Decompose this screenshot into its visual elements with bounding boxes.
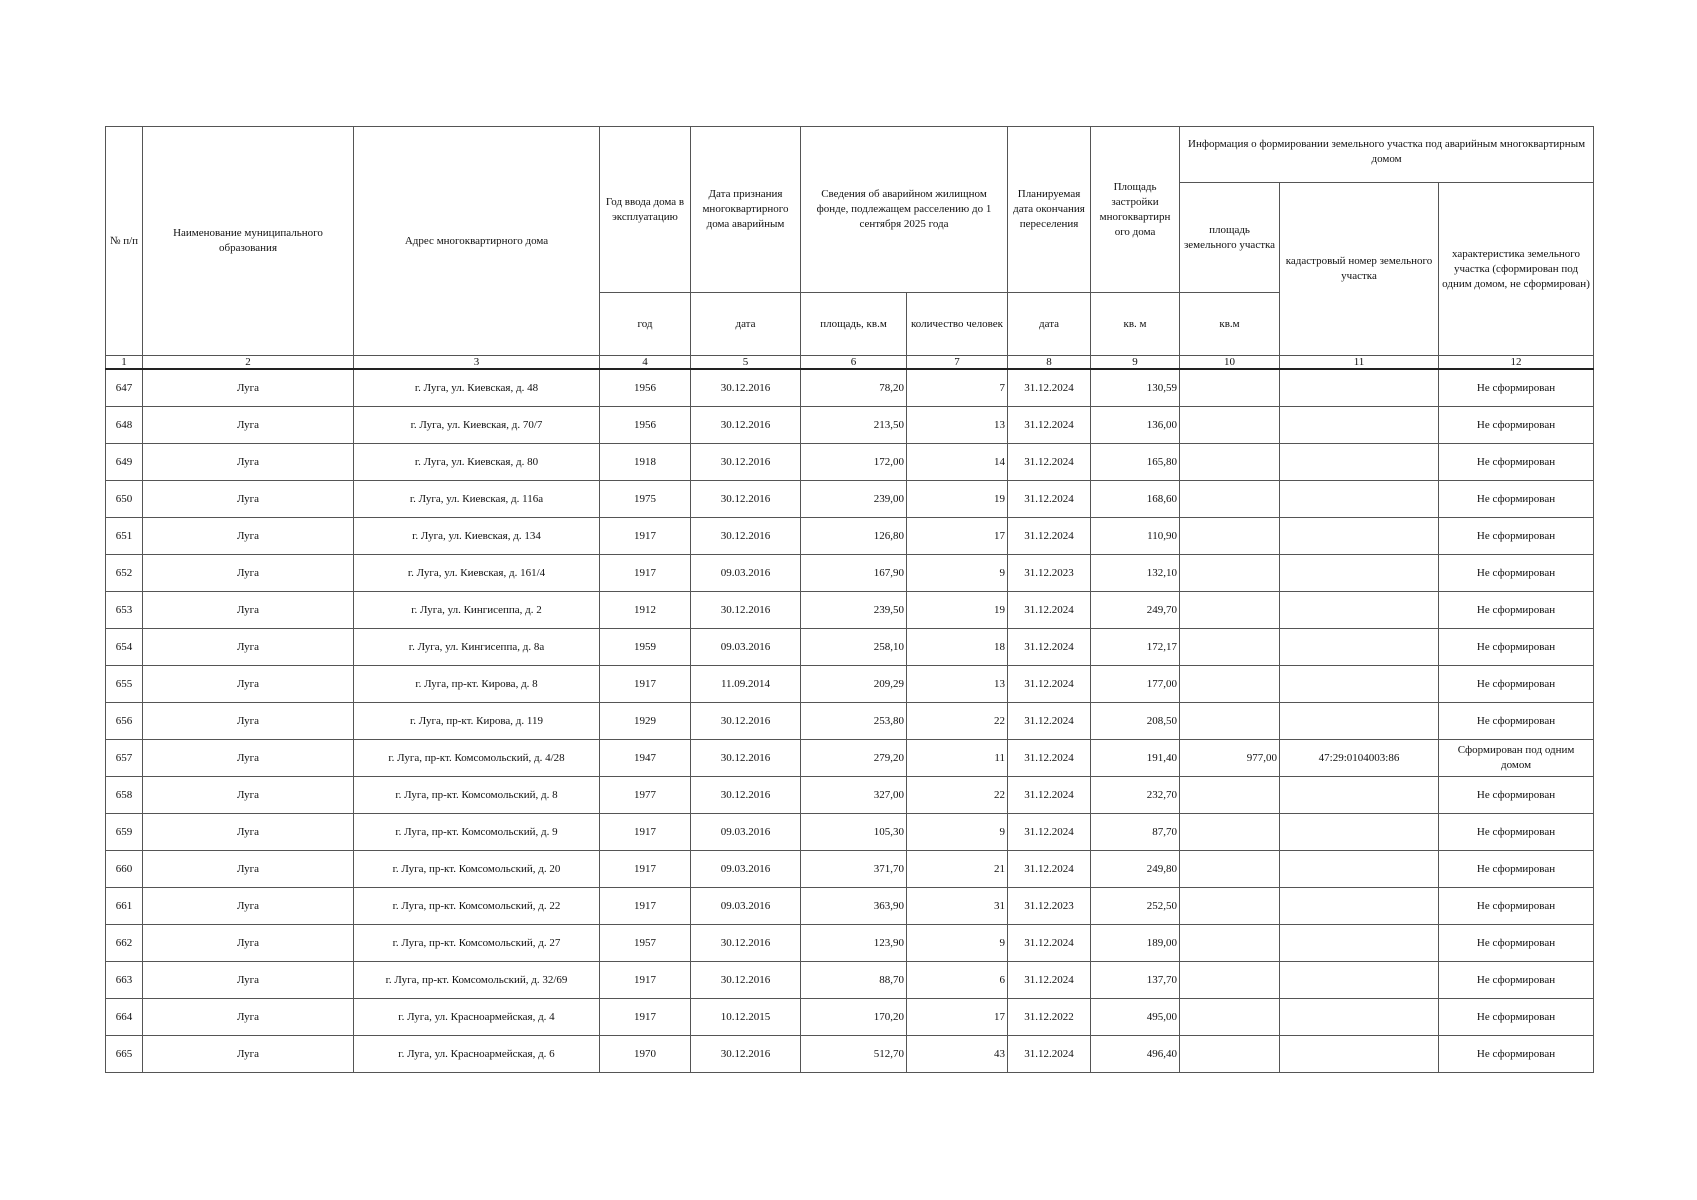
- cell-people: 6: [907, 962, 1008, 999]
- table-row: [106, 851, 1594, 888]
- cell-date-declared: 30.12.2016: [691, 777, 801, 814]
- cell-people: 14: [907, 444, 1008, 481]
- cell-cadastral-number: [1280, 777, 1439, 814]
- header-land-status: характеристика земельного участка (сформирован под одним домом, не сформирован): [1439, 183, 1594, 356]
- cell-building-area: 191,40: [1091, 740, 1180, 777]
- cell-land-status: Не сформирован: [1439, 592, 1594, 629]
- cell-land-status: Не сформирован: [1439, 518, 1594, 555]
- cell-land-status: Не сформирован: [1439, 962, 1594, 999]
- cell-planned-date: 31.12.2022: [1008, 999, 1091, 1036]
- column-number: 10: [1180, 356, 1280, 370]
- cell-people: 22: [907, 777, 1008, 814]
- cell-people: 11: [907, 740, 1008, 777]
- table-row: [106, 407, 1594, 444]
- emergency-housing-table: [105, 126, 1594, 1073]
- cell-people: 19: [907, 481, 1008, 518]
- cell-municipality: Луга: [143, 851, 354, 888]
- cell-planned-date: 31.12.2024: [1008, 518, 1091, 555]
- cell-building-area: 137,70: [1091, 962, 1180, 999]
- cell-address: г. Луга, ул. Кингисеппа, д. 8а: [354, 629, 600, 666]
- cell-land-area: [1180, 555, 1280, 592]
- cell-address: г. Луга, пр-кт. Кирова, д. 119: [354, 703, 600, 740]
- cell-cadastral-number: [1280, 888, 1439, 925]
- cell-area: 363,90: [801, 888, 907, 925]
- header-address: Адрес многоквартирного дома: [354, 127, 600, 356]
- cell-cadastral-number: [1280, 518, 1439, 555]
- cell-address: г. Луга, ул. Красноармейская, д. 4: [354, 999, 600, 1036]
- cell-land-status: Не сформирован: [1439, 814, 1594, 851]
- cell-land-status: Не сформирован: [1439, 1036, 1594, 1073]
- cell-land-status: Не сформирован: [1439, 444, 1594, 481]
- cell-planned-date: 31.12.2024: [1008, 481, 1091, 518]
- cell-planned-date: 31.12.2024: [1008, 629, 1091, 666]
- cell-year-built: 1917: [600, 999, 691, 1036]
- cell-row-number: 653: [106, 592, 143, 629]
- cell-people: 43: [907, 1036, 1008, 1073]
- cell-address: г. Луга, ул. Киевская, д. 134: [354, 518, 600, 555]
- cell-municipality: Луга: [143, 925, 354, 962]
- cell-address: г. Луга, пр-кт. Кирова, д. 8: [354, 666, 600, 703]
- cell-land-status: Не сформирован: [1439, 369, 1594, 407]
- cell-date-declared: 30.12.2016: [691, 962, 801, 999]
- cell-year-built: 1956: [600, 407, 691, 444]
- cell-building-area: 168,60: [1091, 481, 1180, 518]
- cell-cadastral-number: [1280, 369, 1439, 407]
- cell-area: 167,90: [801, 555, 907, 592]
- table-row: [106, 1036, 1594, 1073]
- cell-area: 88,70: [801, 962, 907, 999]
- cell-people: 17: [907, 999, 1008, 1036]
- cell-address: г. Луга, ул. Кингисеппа, д. 2: [354, 592, 600, 629]
- cell-planned-date: 31.12.2024: [1008, 666, 1091, 703]
- table-row: [106, 629, 1594, 666]
- document-sheet: [105, 126, 1594, 1073]
- table-row: [106, 444, 1594, 481]
- cell-row-number: 661: [106, 888, 143, 925]
- cell-area: 172,00: [801, 444, 907, 481]
- table-row: [106, 888, 1594, 925]
- cell-land-status: Не сформирован: [1439, 888, 1594, 925]
- cell-land-area: [1180, 888, 1280, 925]
- cell-year-built: 1917: [600, 814, 691, 851]
- cell-municipality: Луга: [143, 629, 354, 666]
- cell-people: 21: [907, 851, 1008, 888]
- cell-row-number: 648: [106, 407, 143, 444]
- cell-cadastral-number: [1280, 814, 1439, 851]
- subheader-building-sqm: кв. м: [1091, 293, 1180, 356]
- cell-cadastral-number: [1280, 592, 1439, 629]
- cell-people: 7: [907, 369, 1008, 407]
- cell-municipality: Луга: [143, 369, 354, 407]
- cell-land-status: Не сформирован: [1439, 851, 1594, 888]
- cell-year-built: 1917: [600, 555, 691, 592]
- cell-date-declared: 30.12.2016: [691, 481, 801, 518]
- cell-land-area: [1180, 481, 1280, 518]
- cell-cadastral-number: [1280, 999, 1439, 1036]
- cell-people: 13: [907, 407, 1008, 444]
- cell-land-area: [1180, 666, 1280, 703]
- cell-date-declared: 30.12.2016: [691, 592, 801, 629]
- cell-area: 239,00: [801, 481, 907, 518]
- cell-municipality: Луга: [143, 777, 354, 814]
- cell-building-area: 136,00: [1091, 407, 1180, 444]
- cell-address: г. Луга, пр-кт. Комсомольский, д. 4/28: [354, 740, 600, 777]
- header-num: № п/п: [106, 127, 143, 356]
- cell-area: 123,90: [801, 925, 907, 962]
- cell-building-area: 249,70: [1091, 592, 1180, 629]
- cell-address: г. Луга, пр-кт. Комсомольский, д. 9: [354, 814, 600, 851]
- cell-land-area: 977,00: [1180, 740, 1280, 777]
- cell-land-area: [1180, 999, 1280, 1036]
- cell-address: г. Луга, ул. Киевская, д. 116а: [354, 481, 600, 518]
- cell-land-area: [1180, 592, 1280, 629]
- cell-municipality: Луга: [143, 481, 354, 518]
- cell-land-status: Не сформирован: [1439, 481, 1594, 518]
- cell-row-number: 651: [106, 518, 143, 555]
- cell-cadastral-number: [1280, 703, 1439, 740]
- cell-date-declared: 09.03.2016: [691, 629, 801, 666]
- table-row: [106, 703, 1594, 740]
- subheader-area: площадь, кв.м: [801, 293, 907, 356]
- cell-planned-date: 31.12.2024: [1008, 740, 1091, 777]
- cell-area: 512,70: [801, 1036, 907, 1073]
- cell-land-area: [1180, 851, 1280, 888]
- cell-municipality: Луга: [143, 703, 354, 740]
- header-land-info: Информация о формировании земельного участка под аварийным многоквартирным домом: [1180, 127, 1594, 183]
- cell-building-area: 172,17: [1091, 629, 1180, 666]
- cell-cadastral-number: [1280, 925, 1439, 962]
- cell-building-area: 208,50: [1091, 703, 1180, 740]
- cell-municipality: Луга: [143, 740, 354, 777]
- cell-planned-date: 31.12.2024: [1008, 962, 1091, 999]
- header-year-built: Год ввода дома в эксплуатацию: [600, 127, 691, 293]
- cell-date-declared: 30.12.2016: [691, 740, 801, 777]
- cell-address: г. Луга, ул. Киевская, д. 161/4: [354, 555, 600, 592]
- table-row: [106, 555, 1594, 592]
- cell-land-area: [1180, 925, 1280, 962]
- cell-land-status: Не сформирован: [1439, 777, 1594, 814]
- cell-address: г. Луга, пр-кт. Комсомольский, д. 8: [354, 777, 600, 814]
- cell-building-area: 252,50: [1091, 888, 1180, 925]
- cell-date-declared: 11.09.2014: [691, 666, 801, 703]
- subheader-date: дата: [691, 293, 801, 356]
- subheader-year: год: [600, 293, 691, 356]
- cell-date-declared: 30.12.2016: [691, 925, 801, 962]
- table-row: [106, 481, 1594, 518]
- header-cadastral: кадастровый номер земельного участка: [1280, 183, 1439, 356]
- column-number: 8: [1008, 356, 1091, 370]
- table-row: [106, 814, 1594, 851]
- cell-row-number: 656: [106, 703, 143, 740]
- cell-area: 371,70: [801, 851, 907, 888]
- cell-year-built: 1970: [600, 1036, 691, 1073]
- header-fund-info: Сведения об аварийном жилищном фонде, подлежащем расселению до 1 сентября 2025 года: [801, 127, 1008, 293]
- cell-area: 253,80: [801, 703, 907, 740]
- column-number: 4: [600, 356, 691, 370]
- cell-cadastral-number: [1280, 962, 1439, 999]
- table-row: [106, 518, 1594, 555]
- cell-municipality: Луга: [143, 999, 354, 1036]
- cell-area: 78,20: [801, 369, 907, 407]
- table-row: [106, 777, 1594, 814]
- cell-building-area: 249,80: [1091, 851, 1180, 888]
- cell-row-number: 649: [106, 444, 143, 481]
- cell-planned-date: 31.12.2024: [1008, 407, 1091, 444]
- column-number: 12: [1439, 356, 1594, 370]
- cell-year-built: 1975: [600, 481, 691, 518]
- cell-building-area: 132,10: [1091, 555, 1180, 592]
- column-number: 6: [801, 356, 907, 370]
- table-row: [106, 962, 1594, 999]
- cell-people: 13: [907, 666, 1008, 703]
- column-number: 11: [1280, 356, 1439, 370]
- cell-row-number: 662: [106, 925, 143, 962]
- cell-municipality: Луга: [143, 444, 354, 481]
- cell-municipality: Луга: [143, 592, 354, 629]
- cell-year-built: 1917: [600, 666, 691, 703]
- cell-planned-date: 31.12.2024: [1008, 777, 1091, 814]
- table-row: [106, 999, 1594, 1036]
- cell-municipality: Луга: [143, 555, 354, 592]
- cell-planned-date: 31.12.2024: [1008, 369, 1091, 407]
- column-number-row: [106, 356, 1594, 370]
- cell-row-number: 658: [106, 777, 143, 814]
- cell-land-status: Не сформирован: [1439, 555, 1594, 592]
- cell-area: 279,20: [801, 740, 907, 777]
- cell-land-status: Не сформирован: [1439, 999, 1594, 1036]
- cell-row-number: 663: [106, 962, 143, 999]
- cell-address: г. Луга, пр-кт. Комсомольский, д. 22: [354, 888, 600, 925]
- cell-address: г. Луга, пр-кт. Комсомольский, д. 20: [354, 851, 600, 888]
- cell-planned-date: 31.12.2024: [1008, 814, 1091, 851]
- cell-planned-date: 31.12.2024: [1008, 1036, 1091, 1073]
- cell-building-area: 87,70: [1091, 814, 1180, 851]
- column-number: 3: [354, 356, 600, 370]
- cell-planned-date: 31.12.2024: [1008, 592, 1091, 629]
- cell-people: 22: [907, 703, 1008, 740]
- table-row: [106, 666, 1594, 703]
- cell-land-area: [1180, 777, 1280, 814]
- column-number: 2: [143, 356, 354, 370]
- cell-building-area: 189,00: [1091, 925, 1180, 962]
- cell-people: 19: [907, 592, 1008, 629]
- cell-row-number: 655: [106, 666, 143, 703]
- cell-people: 9: [907, 555, 1008, 592]
- cell-people: 9: [907, 814, 1008, 851]
- cell-year-built: 1957: [600, 925, 691, 962]
- cell-building-area: 177,00: [1091, 666, 1180, 703]
- cell-area: 213,50: [801, 407, 907, 444]
- cell-people: 18: [907, 629, 1008, 666]
- cell-area: 327,00: [801, 777, 907, 814]
- cell-date-declared: 30.12.2016: [691, 1036, 801, 1073]
- cell-area: 239,50: [801, 592, 907, 629]
- cell-date-declared: 30.12.2016: [691, 369, 801, 407]
- cell-land-status: Не сформирован: [1439, 629, 1594, 666]
- cell-cadastral-number: [1280, 666, 1439, 703]
- cell-address: г. Луга, пр-кт. Комсомольский, д. 32/69: [354, 962, 600, 999]
- cell-date-declared: 30.12.2016: [691, 518, 801, 555]
- table-row: [106, 740, 1594, 777]
- cell-address: г. Луга, ул. Красноармейская, д. 6: [354, 1036, 600, 1073]
- cell-date-declared: 09.03.2016: [691, 555, 801, 592]
- cell-land-area: [1180, 629, 1280, 666]
- cell-land-area: [1180, 518, 1280, 555]
- cell-year-built: 1929: [600, 703, 691, 740]
- cell-year-built: 1917: [600, 888, 691, 925]
- cell-year-built: 1959: [600, 629, 691, 666]
- cell-building-area: 232,70: [1091, 777, 1180, 814]
- cell-cadastral-number: 47:29:0104003:86: [1280, 740, 1439, 777]
- cell-year-built: 1977: [600, 777, 691, 814]
- cell-planned-date: 31.12.2024: [1008, 703, 1091, 740]
- cell-year-built: 1917: [600, 518, 691, 555]
- column-number: 1: [106, 356, 143, 370]
- header-land-area: площадь земельного участка: [1180, 183, 1280, 293]
- header-planned-date: Планируемая дата окончания переселения: [1008, 127, 1091, 293]
- cell-land-area: [1180, 703, 1280, 740]
- cell-building-area: 130,59: [1091, 369, 1180, 407]
- cell-land-status: Не сформирован: [1439, 703, 1594, 740]
- cell-address: г. Луга, ул. Киевская, д. 70/7: [354, 407, 600, 444]
- cell-land-status: Не сформирован: [1439, 407, 1594, 444]
- cell-land-area: [1180, 407, 1280, 444]
- cell-area: 105,30: [801, 814, 907, 851]
- cell-planned-date: 31.12.2023: [1008, 555, 1091, 592]
- table-row: [106, 369, 1594, 407]
- cell-year-built: 1917: [600, 851, 691, 888]
- cell-planned-date: 31.12.2024: [1008, 925, 1091, 962]
- cell-planned-date: 31.12.2023: [1008, 888, 1091, 925]
- cell-row-number: 664: [106, 999, 143, 1036]
- cell-year-built: 1947: [600, 740, 691, 777]
- cell-land-area: [1180, 369, 1280, 407]
- cell-date-declared: 09.03.2016: [691, 888, 801, 925]
- cell-land-area: [1180, 814, 1280, 851]
- cell-municipality: Луга: [143, 962, 354, 999]
- subheader-people: количество человек: [907, 293, 1008, 356]
- cell-row-number: 660: [106, 851, 143, 888]
- cell-building-area: 110,90: [1091, 518, 1180, 555]
- cell-people: 17: [907, 518, 1008, 555]
- cell-row-number: 657: [106, 740, 143, 777]
- cell-land-status: Сформирован под одним домом: [1439, 740, 1594, 777]
- cell-year-built: 1917: [600, 962, 691, 999]
- column-number: 9: [1091, 356, 1180, 370]
- cell-municipality: Луга: [143, 666, 354, 703]
- table-row: [106, 592, 1594, 629]
- cell-building-area: 495,00: [1091, 999, 1180, 1036]
- cell-row-number: 654: [106, 629, 143, 666]
- cell-area: 258,10: [801, 629, 907, 666]
- cell-planned-date: 31.12.2024: [1008, 444, 1091, 481]
- cell-municipality: Луга: [143, 407, 354, 444]
- cell-row-number: 659: [106, 814, 143, 851]
- cell-date-declared: 09.03.2016: [691, 851, 801, 888]
- cell-area: 126,80: [801, 518, 907, 555]
- header-date-declared: Дата признания многоквартирного дома аварийным: [691, 127, 801, 293]
- cell-building-area: 496,40: [1091, 1036, 1180, 1073]
- cell-year-built: 1918: [600, 444, 691, 481]
- cell-land-area: [1180, 962, 1280, 999]
- cell-year-built: 1912: [600, 592, 691, 629]
- cell-date-declared: 30.12.2016: [691, 444, 801, 481]
- cell-building-area: 165,80: [1091, 444, 1180, 481]
- subheader-land-sqm: кв.м: [1180, 293, 1280, 356]
- subheader-planned-date: дата: [1008, 293, 1091, 356]
- table-header: [106, 127, 1594, 370]
- cell-date-declared: 10.12.2015: [691, 999, 801, 1036]
- cell-planned-date: 31.12.2024: [1008, 851, 1091, 888]
- header-building-area: Площадь застройки многоквартирн ого дома: [1091, 127, 1180, 293]
- cell-year-built: 1956: [600, 369, 691, 407]
- cell-address: г. Луга, пр-кт. Комсомольский, д. 27: [354, 925, 600, 962]
- cell-row-number: 650: [106, 481, 143, 518]
- column-number: 7: [907, 356, 1008, 370]
- cell-cadastral-number: [1280, 851, 1439, 888]
- table-row: [106, 925, 1594, 962]
- table-body: [106, 369, 1594, 1073]
- column-number: 5: [691, 356, 801, 370]
- cell-municipality: Луга: [143, 888, 354, 925]
- cell-land-area: [1180, 444, 1280, 481]
- cell-area: 170,20: [801, 999, 907, 1036]
- cell-date-declared: 30.12.2016: [691, 407, 801, 444]
- cell-row-number: 647: [106, 369, 143, 407]
- cell-cadastral-number: [1280, 407, 1439, 444]
- cell-date-declared: 30.12.2016: [691, 703, 801, 740]
- cell-date-declared: 09.03.2016: [691, 814, 801, 851]
- cell-people: 31: [907, 888, 1008, 925]
- cell-municipality: Луга: [143, 518, 354, 555]
- cell-area: 209,29: [801, 666, 907, 703]
- cell-row-number: 665: [106, 1036, 143, 1073]
- cell-land-status: Не сформирован: [1439, 925, 1594, 962]
- cell-cadastral-number: [1280, 555, 1439, 592]
- cell-land-status: Не сформирован: [1439, 666, 1594, 703]
- cell-cadastral-number: [1280, 1036, 1439, 1073]
- cell-cadastral-number: [1280, 444, 1439, 481]
- cell-row-number: 652: [106, 555, 143, 592]
- cell-people: 9: [907, 925, 1008, 962]
- cell-cadastral-number: [1280, 481, 1439, 518]
- cell-address: г. Луга, ул. Киевская, д. 80: [354, 444, 600, 481]
- cell-municipality: Луга: [143, 1036, 354, 1073]
- cell-land-area: [1180, 1036, 1280, 1073]
- cell-address: г. Луга, ул. Киевская, д. 48: [354, 369, 600, 407]
- cell-municipality: Луга: [143, 814, 354, 851]
- header-municipality: Наименование муниципального образования: [143, 127, 354, 356]
- cell-cadastral-number: [1280, 629, 1439, 666]
